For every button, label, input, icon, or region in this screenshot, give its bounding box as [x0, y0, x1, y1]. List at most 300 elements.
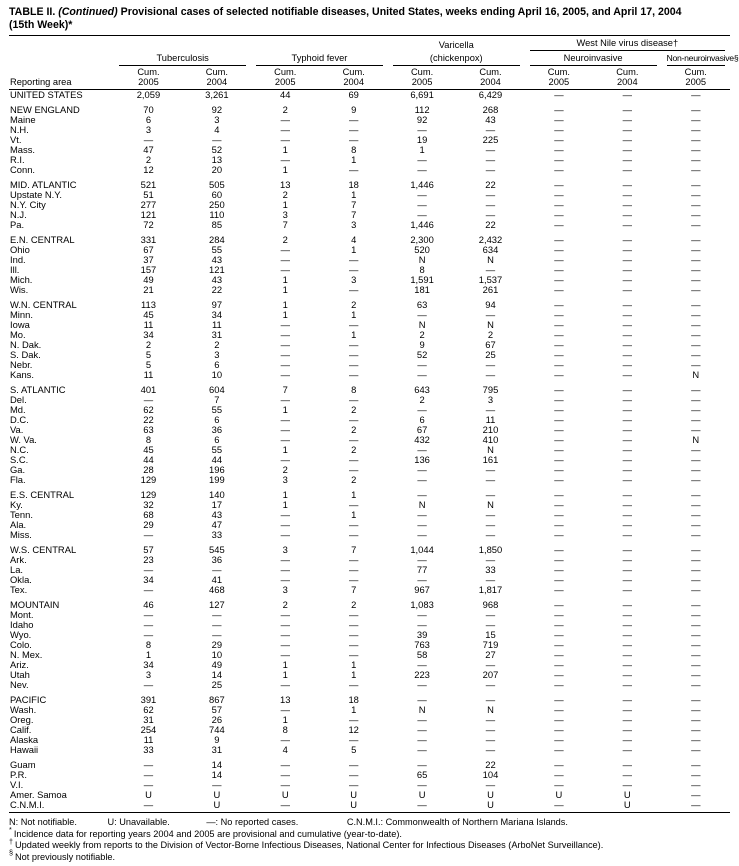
value-cell: 1: [282, 299, 288, 310]
value-cell: —: [280, 609, 290, 620]
value-cell: —: [691, 189, 701, 200]
value-cell: 8: [145, 434, 152, 445]
value-cell: —: [348, 649, 359, 660]
value-cell: 13: [280, 694, 291, 705]
value-cell: —: [691, 359, 701, 370]
value-cell: —: [554, 254, 564, 265]
value-cell: —: [348, 164, 359, 175]
value-cell: —: [691, 384, 701, 395]
value-cell: —: [554, 424, 564, 435]
value-cell: —: [691, 629, 701, 640]
value-cell: 9: [419, 339, 425, 350]
value-cell: —: [417, 609, 427, 620]
table-row: [9, 275, 730, 285]
value-cell: 2,300: [410, 234, 434, 245]
reporting-area-cell: W. Va.: [10, 434, 37, 445]
value-cell: —: [691, 394, 701, 405]
table-row: [9, 165, 730, 175]
table-row: [9, 745, 730, 755]
value-cell: —: [691, 319, 701, 330]
reporting-area-cell: Hawaii: [10, 744, 39, 755]
value-cell: —: [554, 499, 564, 510]
value-cell: —: [348, 564, 359, 575]
value-cell: —: [691, 789, 701, 800]
value-cell: 2: [351, 404, 357, 415]
value-cell: —: [622, 134, 632, 145]
value-cell: 867: [209, 694, 225, 705]
legend-item: N: Not notifiable.: [9, 817, 77, 827]
value-cell: —: [691, 104, 701, 115]
footnote-marker: *: [9, 825, 12, 835]
reporting-area-cell: Ga.: [10, 464, 26, 475]
value-cell: 63: [143, 424, 154, 435]
value-cell: —: [554, 704, 564, 715]
table-row: [9, 330, 730, 340]
value-cell: —: [554, 529, 564, 540]
value-cell: 2: [145, 154, 152, 165]
value-cell: —: [554, 509, 564, 520]
value-cell: —: [280, 154, 290, 165]
value-cell: —: [485, 509, 496, 520]
value-cell: —: [212, 779, 222, 790]
typhoid-group-header: Typhoid fever: [251, 51, 388, 66]
legend-item: C.N.M.I.: Commonwealth of Northern Mariana Islands.: [346, 817, 568, 827]
value-cell: 67: [143, 244, 154, 255]
value-cell: 968: [482, 599, 499, 610]
value-cell: U: [350, 789, 358, 800]
value-cell: —: [554, 434, 564, 445]
region-row: [9, 385, 730, 395]
value-cell: —: [485, 659, 496, 670]
value-cell: N: [418, 499, 426, 510]
value-cell: 19: [416, 134, 428, 145]
reporting-area-cell: N.Y. City: [10, 199, 46, 210]
value-cell: —: [417, 694, 427, 705]
value-cell: —: [485, 679, 496, 690]
value-cell: 10: [211, 369, 223, 380]
table-row: [9, 715, 730, 725]
value-cell: 1: [351, 659, 357, 670]
table-row: [9, 770, 730, 780]
region-row: [9, 90, 730, 101]
value-cell: 4: [282, 744, 288, 755]
value-cell: —: [691, 714, 701, 725]
value-cell: —: [554, 199, 564, 210]
region-row: [9, 695, 730, 705]
value-cell: 181: [414, 284, 430, 295]
value-cell: —: [417, 519, 427, 530]
value-cell: —: [691, 254, 701, 265]
value-cell: U: [555, 789, 563, 800]
reporting-area-cell: UNITED STATES: [10, 89, 83, 100]
value-cell: 11: [485, 414, 496, 425]
value-cell: 129: [140, 489, 157, 500]
value-cell: —: [622, 669, 632, 680]
value-cell: 44: [280, 89, 291, 100]
value-cell: 157: [140, 264, 157, 275]
value-cell: —: [485, 154, 496, 165]
value-cell: —: [622, 319, 632, 330]
reporting-area-cell: Conn.: [10, 164, 36, 175]
value-cell: 58: [416, 649, 428, 660]
value-cell: 1: [282, 489, 288, 500]
value-cell: —: [280, 679, 290, 690]
value-cell: —: [143, 629, 154, 640]
header-spacer: [251, 36, 388, 52]
table-row: [9, 155, 730, 165]
reporting-area-cell: Vt.: [10, 134, 22, 145]
value-cell: 12: [143, 164, 154, 175]
value-cell: 1: [351, 669, 357, 680]
value-cell: 121: [140, 209, 157, 220]
reporting-area-cell: D.C.: [10, 414, 29, 425]
value-cell: 34: [143, 329, 154, 340]
value-cell: —: [691, 574, 701, 585]
value-cell: 2: [419, 394, 425, 405]
value-cell: —: [622, 599, 632, 610]
reporting-area-cell: Colo.: [10, 639, 32, 650]
value-cell: —: [622, 414, 632, 425]
value-cell: —: [348, 254, 359, 265]
value-cell: —: [485, 619, 496, 630]
value-cell: 3: [214, 349, 220, 360]
value-cell: —: [691, 199, 701, 210]
value-cell: —: [554, 554, 564, 565]
value-cell: —: [143, 609, 154, 620]
value-cell: —: [212, 564, 222, 575]
legend-item: —: No reported cases.: [206, 817, 299, 827]
value-cell: —: [348, 499, 359, 510]
value-cell: 7: [282, 384, 288, 395]
value-cell: 410: [482, 434, 499, 445]
table-row: [9, 670, 730, 680]
value-cell: N: [418, 254, 426, 265]
value-cell: —: [280, 734, 290, 745]
value-cell: —: [554, 349, 564, 360]
reporting-area-cell: Ark.: [10, 554, 27, 565]
value-cell: —: [691, 464, 701, 475]
value-cell: —: [622, 114, 632, 125]
value-cell: —: [622, 309, 632, 320]
value-cell: 5: [351, 744, 357, 755]
value-cell: —: [622, 584, 632, 595]
value-cell: 49: [143, 274, 154, 285]
value-cell: 15: [485, 629, 496, 640]
value-cell: 468: [209, 584, 225, 595]
table-row: [9, 500, 730, 510]
reporting-area-cell: NEW ENGLAND: [10, 104, 80, 115]
table-row: [9, 405, 730, 415]
value-cell: —: [691, 124, 701, 135]
value-cell: —: [554, 394, 564, 405]
value-cell: —: [280, 454, 290, 465]
value-cell: —: [212, 629, 222, 640]
value-cell: 634: [482, 244, 499, 255]
value-cell: —: [485, 209, 496, 220]
value-cell: 1: [351, 189, 357, 200]
value-cell: 161: [482, 454, 499, 465]
value-cell: —: [554, 659, 564, 670]
value-cell: 52: [416, 349, 428, 360]
cum-year-header: Cum. 2005: [388, 66, 456, 90]
value-cell: —: [691, 164, 701, 175]
region-row: [9, 300, 730, 310]
cum-year-header: Cum. 2005: [662, 66, 731, 90]
value-cell: 39: [416, 629, 428, 640]
value-cell: —: [280, 394, 290, 405]
value-cell: —: [143, 134, 154, 145]
reporting-area-cell: N.H.: [10, 124, 29, 135]
value-cell: —: [691, 154, 701, 165]
reporting-area-cell: S.C.: [10, 454, 29, 465]
value-cell: —: [554, 629, 564, 640]
value-cell: —: [280, 704, 290, 715]
value-cell: —: [417, 209, 427, 220]
value-cell: —: [554, 444, 564, 455]
value-cell: —: [485, 359, 496, 370]
table-row: [9, 320, 730, 330]
value-cell: 2: [282, 189, 288, 200]
value-cell: —: [691, 299, 701, 310]
value-cell: 11: [211, 319, 222, 330]
reporting-area-cell: Upstate N.Y.: [10, 189, 62, 200]
value-cell: —: [485, 609, 496, 620]
value-cell: 1: [351, 329, 357, 340]
table-row: [9, 210, 730, 220]
value-cell: 33: [211, 529, 223, 540]
value-cell: —: [691, 114, 701, 125]
value-cell: 1: [282, 499, 288, 510]
value-cell: 8: [282, 724, 288, 735]
value-cell: 268: [482, 104, 499, 115]
value-cell: —: [554, 154, 564, 165]
value-cell: —: [212, 609, 222, 620]
value-cell: —: [691, 474, 701, 485]
value-cell: 112: [414, 104, 430, 115]
reporting-area-cell: Ohio: [10, 244, 30, 255]
value-cell: —: [348, 714, 359, 725]
table-row: [9, 680, 730, 690]
value-cell: —: [485, 554, 496, 565]
value-cell: —: [348, 554, 359, 565]
reporting-area-cell: Nebr.: [10, 359, 33, 370]
value-cell: —: [622, 434, 632, 445]
value-cell: 1: [282, 669, 288, 680]
reporting-area-cell: N. Dak.: [10, 339, 42, 350]
value-cell: 3: [282, 584, 288, 595]
value-cell: —: [691, 134, 701, 145]
value-cell: —: [485, 724, 496, 735]
table-row: [9, 415, 730, 425]
value-cell: 43: [211, 509, 223, 520]
reporting-area-cell: N. Mex.: [10, 649, 43, 660]
value-cell: 1: [282, 309, 288, 320]
value-cell: —: [554, 359, 564, 370]
reporting-area-cell: V.I.: [10, 779, 24, 790]
value-cell: —: [622, 574, 632, 585]
value-cell: 1: [145, 649, 152, 660]
value-cell: —: [622, 704, 632, 715]
value-cell: —: [251, 800, 319, 813]
value-cell: —: [280, 619, 290, 630]
subheader-row: [9, 66, 730, 90]
value-cell: 331: [140, 234, 157, 245]
value-cell: 199: [209, 474, 225, 485]
reporting-area-cell: MID. ATLANTIC: [10, 179, 77, 190]
value-cell: —: [691, 339, 701, 350]
value-cell: —: [622, 124, 632, 135]
table-row: [9, 370, 730, 380]
value-cell: —: [280, 134, 290, 145]
value-cell: —: [622, 444, 632, 455]
legend-line: [9, 817, 730, 829]
table-row: [9, 780, 730, 790]
value-cell: —: [280, 124, 290, 135]
table-row: [9, 425, 730, 435]
value-cell: —: [622, 254, 632, 265]
value-cell: —: [622, 244, 632, 255]
value-cell: —: [691, 144, 701, 155]
value-cell: 36: [211, 554, 223, 565]
value-cell: 250: [209, 199, 225, 210]
value-cell: —: [280, 329, 290, 340]
region-row: [9, 600, 730, 610]
value-cell: —: [485, 144, 496, 155]
value-cell: 21: [143, 284, 154, 295]
value-cell: —: [554, 724, 564, 735]
value-cell: 44: [143, 454, 154, 465]
value-cell: 1: [282, 444, 288, 455]
value-cell: 1: [351, 154, 357, 165]
value-cell: 3: [351, 219, 357, 230]
reporting-area-cell: W.N. CENTRAL: [10, 299, 77, 310]
value-cell: U: [183, 800, 251, 813]
value-cell: 1,817: [478, 584, 503, 595]
value-cell: 52: [211, 144, 223, 155]
value-cell: —: [554, 264, 564, 275]
value-cell: 57: [143, 544, 154, 555]
value-cell: —: [417, 529, 427, 540]
value-cell: —: [554, 599, 564, 610]
value-cell: 11: [143, 734, 154, 745]
reporting-area-cell: C.N.M.I.: [9, 800, 114, 813]
value-cell: 45: [143, 444, 154, 455]
region-row: [9, 235, 730, 245]
value-cell: —: [417, 734, 427, 745]
value-cell: —: [280, 649, 290, 660]
value-cell: 14: [211, 759, 223, 770]
reporting-area-cell: Minn.: [10, 309, 33, 320]
value-cell: —: [622, 499, 632, 510]
value-cell: 36: [211, 424, 223, 435]
value-cell: 207: [482, 669, 499, 680]
value-cell: 62: [143, 404, 154, 415]
value-cell: 744: [209, 724, 225, 735]
value-cell: —: [622, 659, 632, 670]
reporting-area-cell: Mass.: [10, 144, 36, 155]
reporting-area-cell: Mont.: [10, 609, 34, 620]
value-cell: —: [691, 414, 701, 425]
value-cell: —: [280, 349, 290, 360]
value-cell: —: [622, 544, 632, 555]
value-cell: —: [417, 464, 427, 475]
table-row: [9, 285, 730, 295]
value-cell: 1: [282, 144, 288, 155]
value-cell: 67: [416, 424, 428, 435]
value-cell: 6,429: [478, 89, 503, 100]
value-cell: 121: [209, 264, 225, 275]
value-cell: 92: [211, 104, 223, 115]
value-cell: —: [622, 649, 632, 660]
value-cell: 34: [143, 659, 154, 670]
value-cell: U: [623, 789, 631, 800]
tuberculosis-group-header: Tuberculosis: [114, 51, 251, 66]
value-cell: —: [622, 209, 632, 220]
reporting-area-cell: Va.: [10, 424, 24, 435]
value-cell: 6: [214, 359, 220, 370]
cum-year-header: Cum. 2004: [593, 66, 661, 90]
value-cell: —: [554, 734, 564, 745]
value-cell: —: [691, 89, 701, 100]
value-cell: 1: [351, 309, 357, 320]
value-cell: —: [554, 234, 564, 245]
value-cell: 31: [211, 329, 223, 340]
value-cell: —: [691, 679, 701, 690]
value-cell: 55: [211, 444, 223, 455]
value-cell: 1: [282, 199, 288, 210]
value-cell: 8: [145, 639, 152, 650]
value-cell: —: [554, 244, 564, 255]
reporting-area-cell: N.C.: [10, 444, 29, 455]
value-cell: —: [554, 189, 564, 200]
value-cell: —: [417, 444, 427, 455]
table-row: [9, 340, 730, 350]
value-cell: —: [622, 104, 632, 115]
value-cell: —: [554, 384, 564, 395]
value-cell: U: [319, 800, 387, 813]
value-cell: 22: [485, 759, 496, 770]
value-cell: —: [622, 694, 632, 705]
reporting-area-cell: Mich.: [10, 274, 33, 285]
value-cell: 1: [282, 714, 288, 725]
value-cell: —: [417, 659, 427, 670]
value-cell: —: [348, 454, 359, 465]
table-row: [9, 145, 730, 155]
value-cell: 3: [145, 124, 152, 135]
reporting-area-cell: Fla.: [10, 474, 26, 485]
reporting-area-cell: Ala.: [10, 519, 27, 530]
value-cell: 2: [487, 329, 494, 340]
value-cell: —: [622, 219, 632, 230]
cum-year-header: Cum. 2004: [456, 66, 524, 90]
value-cell: 1,850: [478, 544, 503, 555]
value-cell: 1: [351, 244, 357, 255]
value-cell: 1: [351, 704, 357, 715]
value-cell: —: [485, 779, 496, 790]
value-cell: 129: [140, 474, 157, 485]
footnote-marker: †: [9, 836, 13, 846]
table-row: [9, 610, 730, 620]
table-row: [9, 620, 730, 630]
value-cell: —: [554, 694, 564, 705]
reporting-area-cell: Pa.: [10, 219, 25, 230]
value-cell: —: [691, 454, 701, 465]
reporting-area-cell: P.R.: [10, 769, 28, 780]
value-cell: —: [691, 519, 701, 530]
value-cell: 14: [211, 669, 223, 680]
value-cell: 51: [143, 189, 154, 200]
table-row: [9, 115, 730, 125]
